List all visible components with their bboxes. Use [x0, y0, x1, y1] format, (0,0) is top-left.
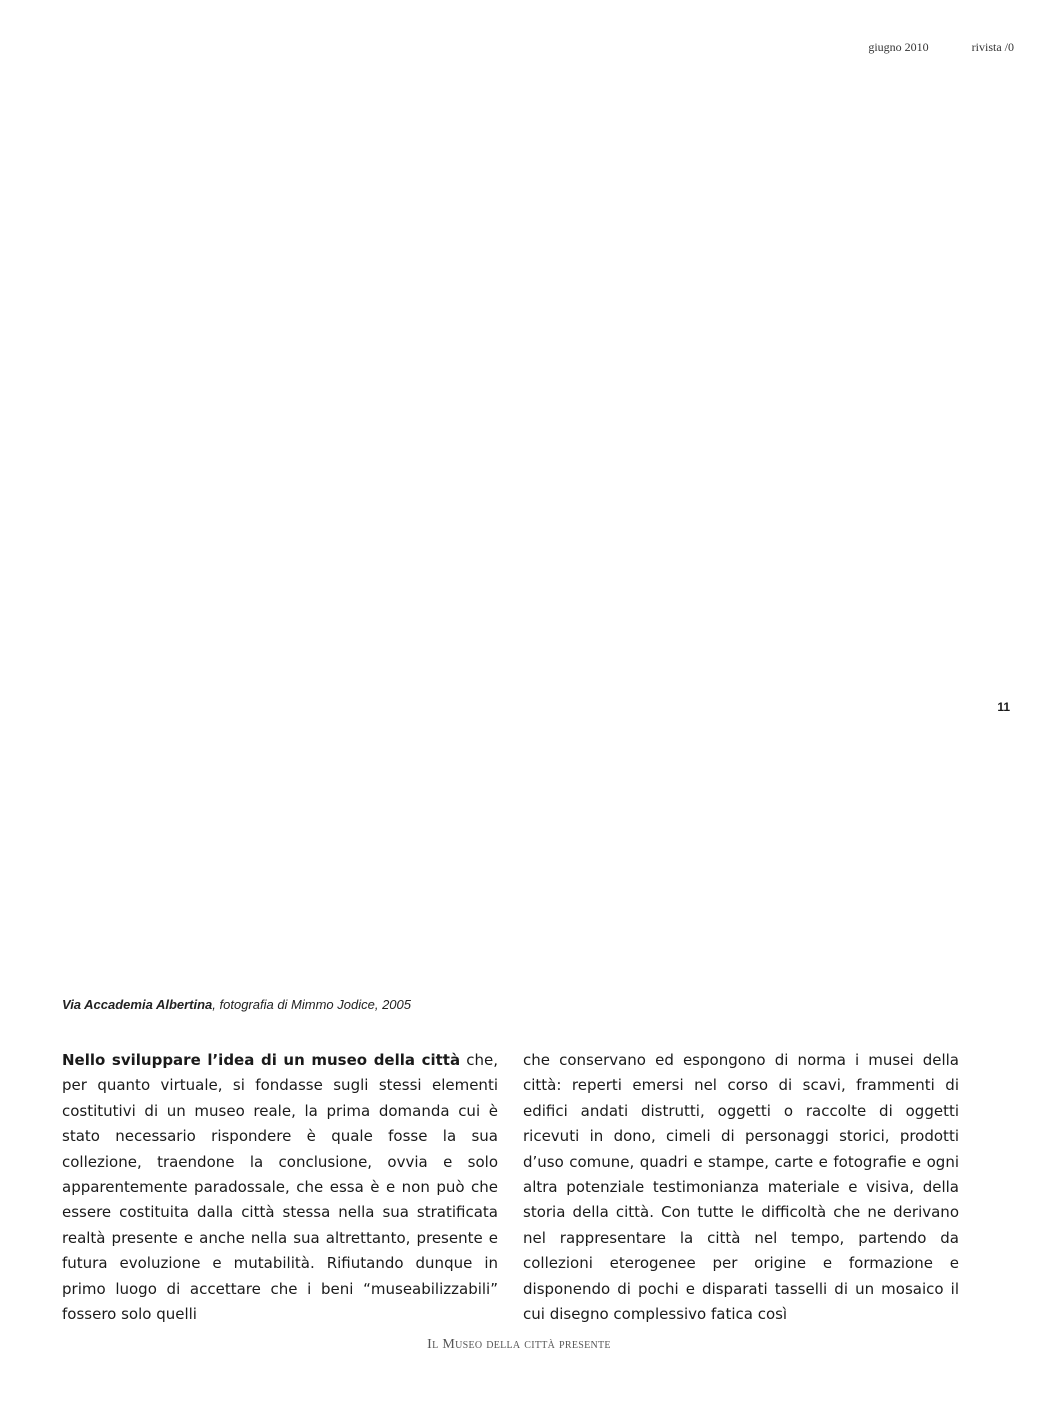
running-header: [868, 40, 1014, 55]
right-column-text: che conservano ed espongono di norma i musei della città: reperti emersi nel corso di scavi, frammenti di edifici andati distrutti, oggetti o raccolte di oggetti ricevuti in dono, cimeli di personaggi storici, prodotti d’uso comune, quadri e stampe, carte e fotografie e ogni altra potenziale testimonianza materiale e visiva, della storia della città. Con tutte le difficoltà che ne derivano nel rappresentare la città nel tempo, partendo da collezioni eterogenee per origine e formazione e disponendo di pochi e disparati tasselli di un mosaico il cui disegno complessivo fatica così: [523, 1051, 959, 1324]
caption-title: Via Accademia Albertina: [62, 997, 213, 1012]
text-column-left: [62, 1048, 498, 1327]
issue-number: rivista /0: [971, 40, 1014, 54]
text-column-right: [523, 1048, 959, 1327]
photo-placeholder: [60, 80, 960, 980]
photo-caption: [62, 997, 411, 1012]
running-footer: Il Museo della città presente: [427, 1337, 611, 1352]
caption-credit: , fotografia di Mimmo Jodice, 2005: [212, 997, 411, 1012]
page-number: 11: [997, 700, 1010, 714]
left-column-text: che, per quanto virtuale, si fondasse sugli stessi elementi costitutivi di un museo reale, la prima domanda cui è stato necessario rispondere è quale fosse la sua collezione, traendone la conclusione, ovvia e solo apparentemente paradossale, che essa è e non può che essere costituita dalla città stessa nella sua stratificata realtà presente e anche nella sua altrettanto, presente e futura evoluzione e mutabilità. Rifiutando dunque in primo luogo di accettare che i beni “museabilizzabili” fossero solo quelli: [62, 1051, 499, 1324]
issue-date: giugno 2010: [868, 40, 929, 54]
paragraph-left: [62, 1048, 498, 1327]
lead-in: Nello sviluppare l’idea di un museo della città: [62, 1051, 461, 1069]
